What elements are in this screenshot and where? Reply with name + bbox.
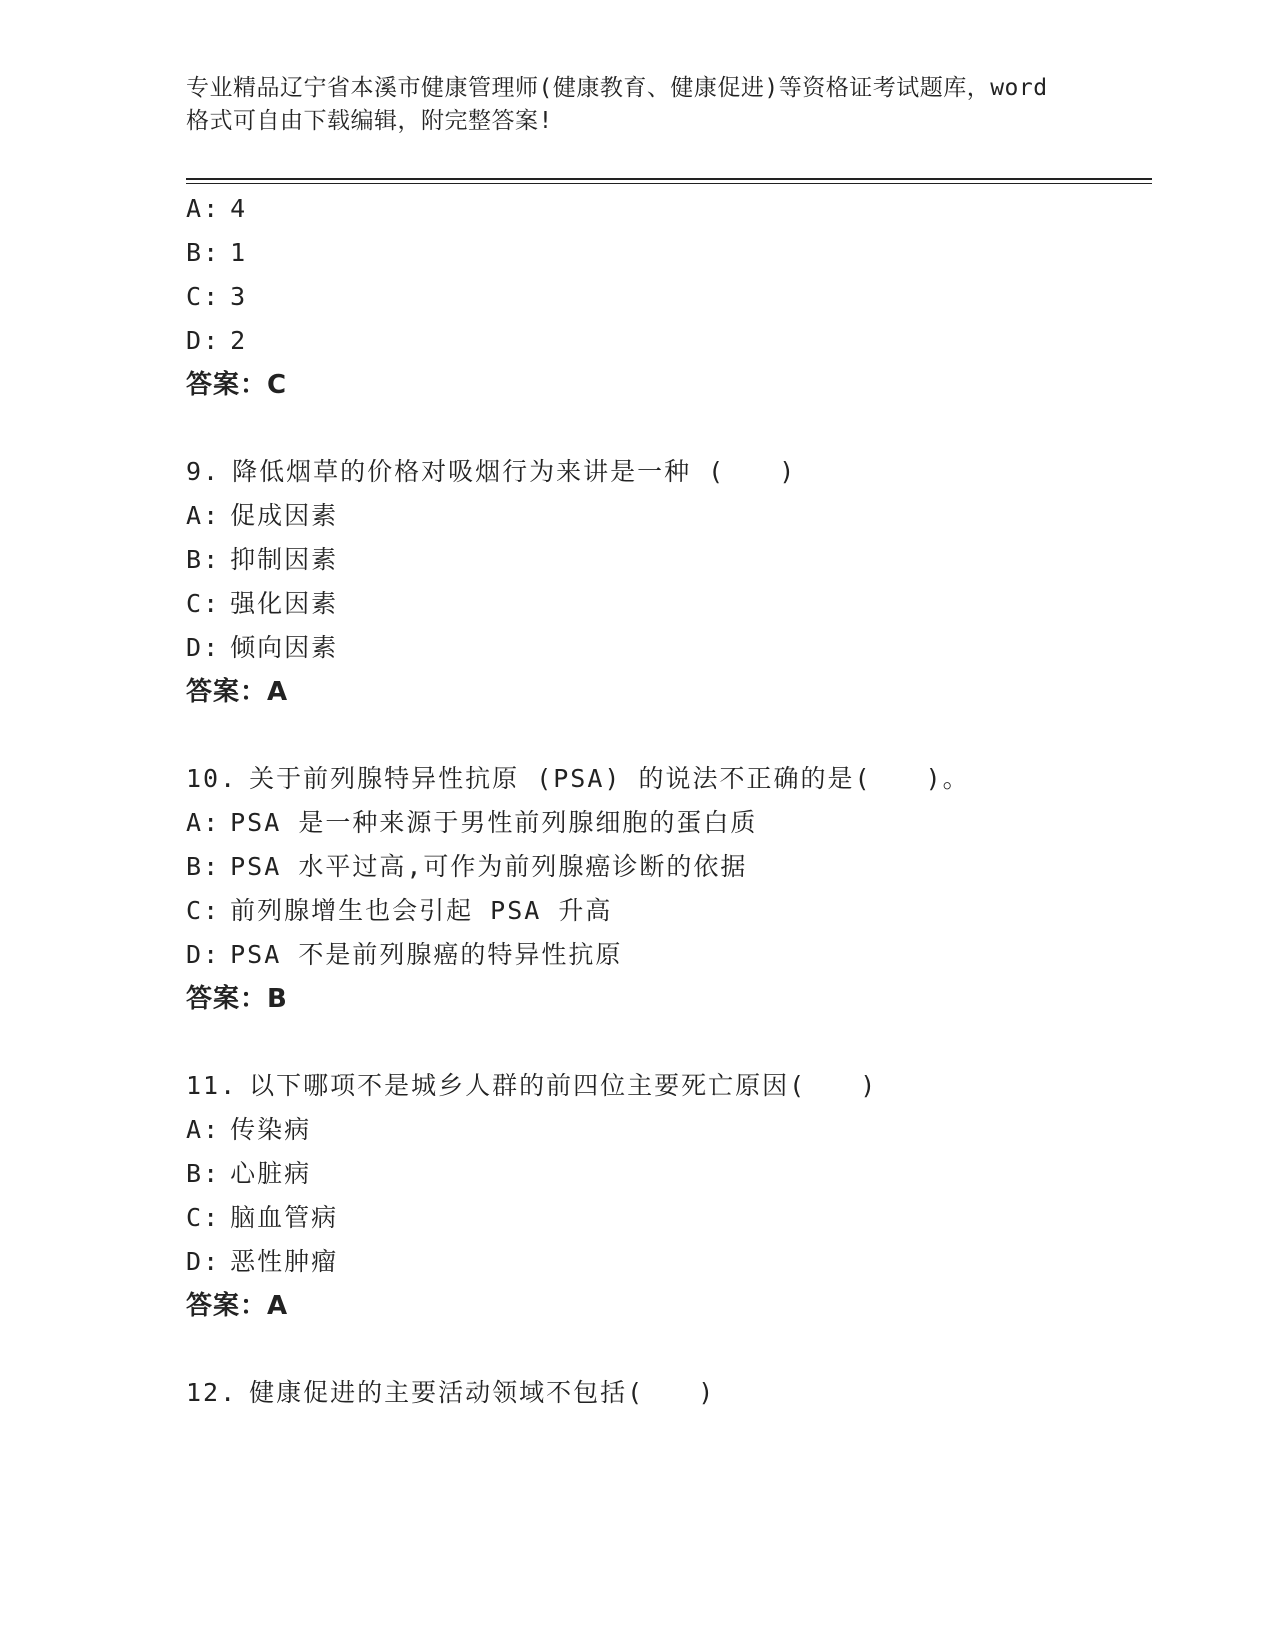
option-b	[186, 1157, 311, 1191]
option-separator: :	[203, 282, 221, 311]
header-rule-thick	[186, 178, 1152, 180]
answer-line: 答案：A	[186, 1291, 289, 1321]
option-letter: C	[186, 896, 204, 925]
question-11-stem	[186, 1069, 877, 1103]
option-b	[186, 850, 747, 884]
option-separator: :	[203, 808, 221, 837]
option-letter: C	[186, 1203, 204, 1232]
question-12-stem	[186, 1376, 715, 1410]
option-c	[186, 587, 338, 621]
option-a	[186, 192, 247, 226]
option-letter: A	[186, 194, 204, 223]
option-d	[186, 938, 622, 972]
option-d	[186, 324, 247, 358]
option-separator: :	[203, 896, 221, 925]
option-text: 倾向因素	[230, 633, 339, 662]
question-number: 9.	[186, 457, 221, 486]
option-letter: A	[186, 1115, 204, 1144]
option-separator: :	[203, 326, 221, 355]
option-letter: B	[186, 545, 204, 574]
option-separator: :	[203, 1159, 221, 1188]
option-a	[186, 1113, 311, 1147]
option-c	[186, 280, 247, 314]
option-text: 恶性肿瘤	[230, 1247, 339, 1276]
option-text: PSA 不是前列腺癌的特异性抗原	[230, 940, 623, 969]
option-text: 强化因素	[230, 589, 339, 618]
answer-line: 答案：C	[186, 370, 288, 400]
option-letter: A	[186, 501, 204, 530]
option-letter: D	[186, 1247, 204, 1276]
option-separator: :	[203, 501, 221, 530]
option-d	[186, 631, 338, 665]
header-rule-thin	[186, 183, 1152, 184]
option-text: 4	[230, 194, 248, 223]
question-text: 降低烟草的价格对吸烟行为来讲是一种 ( )	[232, 457, 797, 486]
option-separator: :	[203, 1203, 221, 1232]
question-number: 10.	[186, 764, 238, 793]
option-b	[186, 236, 247, 270]
option-letter: D	[186, 940, 204, 969]
question-text: 健康促进的主要活动领域不包括( )	[249, 1378, 716, 1407]
option-text: 1	[230, 238, 248, 267]
option-text: 传染病	[230, 1115, 312, 1144]
option-letter: C	[186, 282, 204, 311]
option-b	[186, 543, 338, 577]
option-separator: :	[203, 940, 221, 969]
document-header	[186, 72, 1086, 138]
header-line-1: 专业精品辽宁省本溪市健康管理师(健康教育、健康促进)等资格证考试题库，word	[186, 75, 1048, 101]
option-text: 3	[230, 282, 248, 311]
option-separator: :	[203, 1115, 221, 1144]
option-separator: :	[203, 633, 221, 662]
option-text: PSA 是一种来源于男性前列腺细胞的蛋白质	[230, 808, 758, 837]
option-a	[186, 806, 757, 840]
option-letter: D	[186, 326, 204, 355]
option-text: PSA 水平过高,可作为前列腺癌诊断的依据	[230, 852, 748, 881]
question-text: 以下哪项不是城乡人群的前四位主要死亡原因( )	[249, 1071, 878, 1100]
option-a	[186, 499, 338, 533]
question-number: 12.	[186, 1378, 238, 1407]
option-letter: B	[186, 852, 204, 881]
option-text: 前列腺增生也会引起 PSA 升高	[230, 896, 613, 925]
option-separator: :	[203, 545, 221, 574]
option-text: 心脏病	[230, 1159, 312, 1188]
option-text: 促成因素	[230, 501, 339, 530]
question-number: 11.	[186, 1071, 238, 1100]
question-9-stem	[186, 455, 796, 489]
header-line-2: 格式可自由下载编辑，附完整答案!	[186, 108, 553, 134]
option-separator: :	[203, 852, 221, 881]
option-separator: :	[203, 1247, 221, 1276]
option-letter: C	[186, 589, 204, 618]
option-separator: :	[203, 194, 221, 223]
option-c	[186, 1201, 338, 1235]
option-letter: D	[186, 633, 204, 662]
option-letter: A	[186, 808, 204, 837]
option-text: 脑血管病	[230, 1203, 339, 1232]
option-letter: B	[186, 1159, 204, 1188]
option-separator: :	[203, 238, 221, 267]
option-text: 抑制因素	[230, 545, 339, 574]
question-10-stem	[186, 762, 970, 796]
answer-line: 答案：B	[186, 984, 288, 1014]
option-c	[186, 894, 612, 928]
option-separator: :	[203, 589, 221, 618]
answer-line: 答案：A	[186, 677, 289, 707]
question-text: 关于前列腺特异性抗原 (PSA) 的说法不正确的是( )。	[249, 764, 970, 793]
option-d	[186, 1245, 338, 1279]
option-letter: B	[186, 238, 204, 267]
option-text: 2	[230, 326, 248, 355]
